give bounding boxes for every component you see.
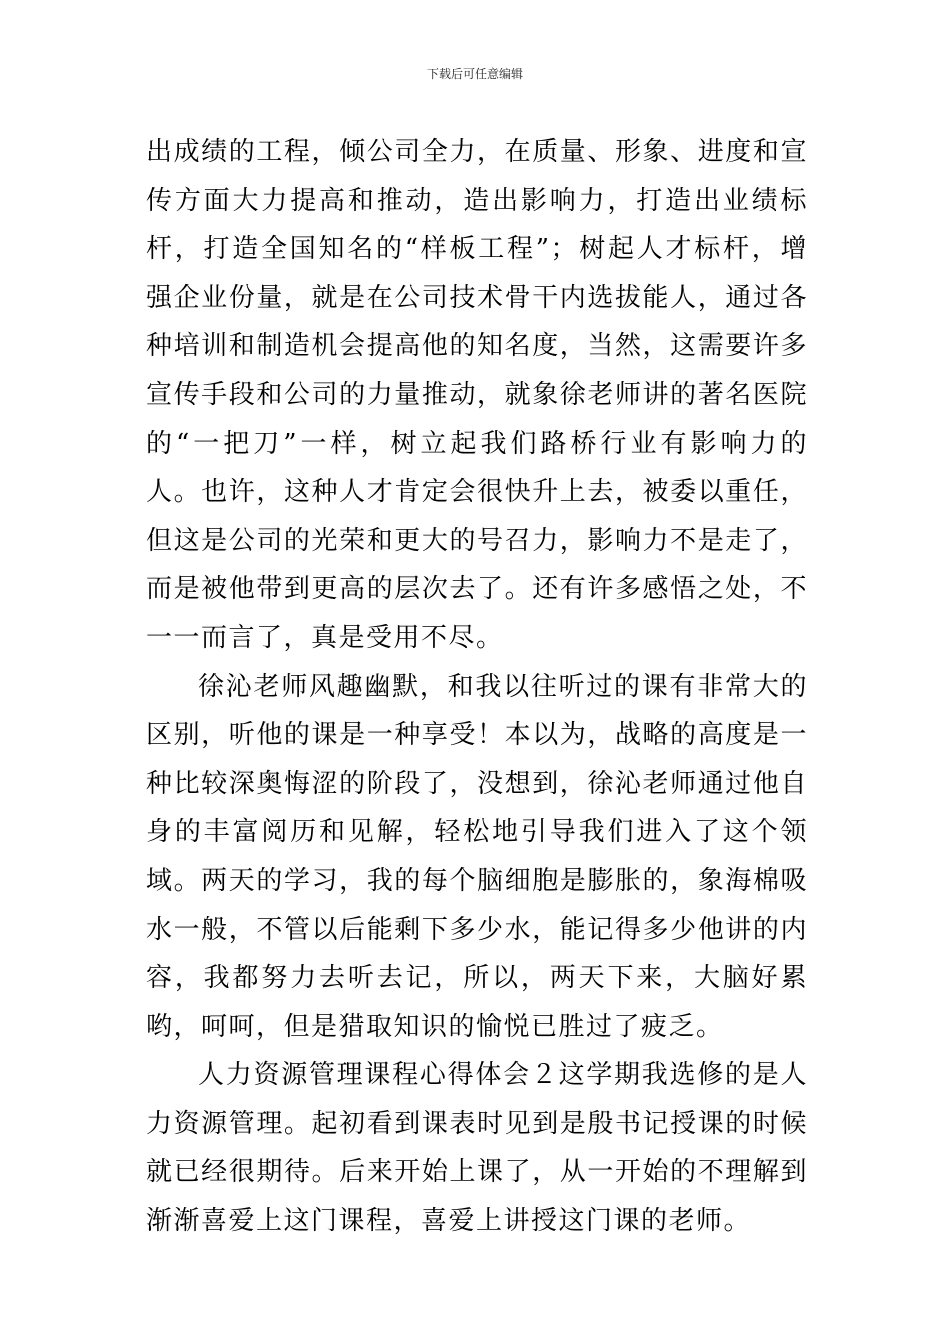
document-body [146, 128, 808, 1246]
paragraph-1: 出成绩的工程，倾公司全力，在质量、形象、进度和宣传方面大力提高和推动，造出影响力，打造出业绩标杆，打造全国知名的“样板工程”；树起人才标杆，增强企业份量，就是在公司技术骨干内选拔能人，通过各种培训和制造机会提高他的知名度，当然，这需要许多宣传手段和公司的力量推动，就象徐老师讲的著名医院的“一把刀”一样，树立起我们路桥行业有影响力的人。也许，这种人才肯定会很快升上去，被委以重任，但这是公司的光荣和更大的号召力，影响力不是走了，而是被他带到更高的层次去了。还有许多感悟之处，不一一而言了，真是受用不尽。 [146, 137, 808, 653]
page-header: 下载后可任意编辑 [426, 67, 523, 81]
paragraph-2: 徐沁老师风趣幽默，和我以往听过的课有非常大的区别，听他的课是一种享受！本以为，战略的高度是一种比较深奥悔涩的阶段了，没想到，徐沁老师通过他自身的丰富阅历和见解，轻松地引导我们进入了这个领域。两天的学习，我的每个脑细胞是膨胀的，象海棉吸水一般，不管以后能剩下多少水，能记得多少他讲的内容，我都努力去听去记，所以，两天下来，大脑好累哟，呵呵，但是猎取知识的愉悦已胜过了疲乏。 [146, 671, 808, 1042]
paragraph-3: 人力资源管理课程心得体会２这学期我选修的是人力资源管理。起初看到课表时见到是殷书记授课的时候就已经很期待。后来开始上课了，从一开始的不理解到渐渐喜爱上这门课程，喜爱上讲授这门课的老师。 [146, 1060, 808, 1237]
